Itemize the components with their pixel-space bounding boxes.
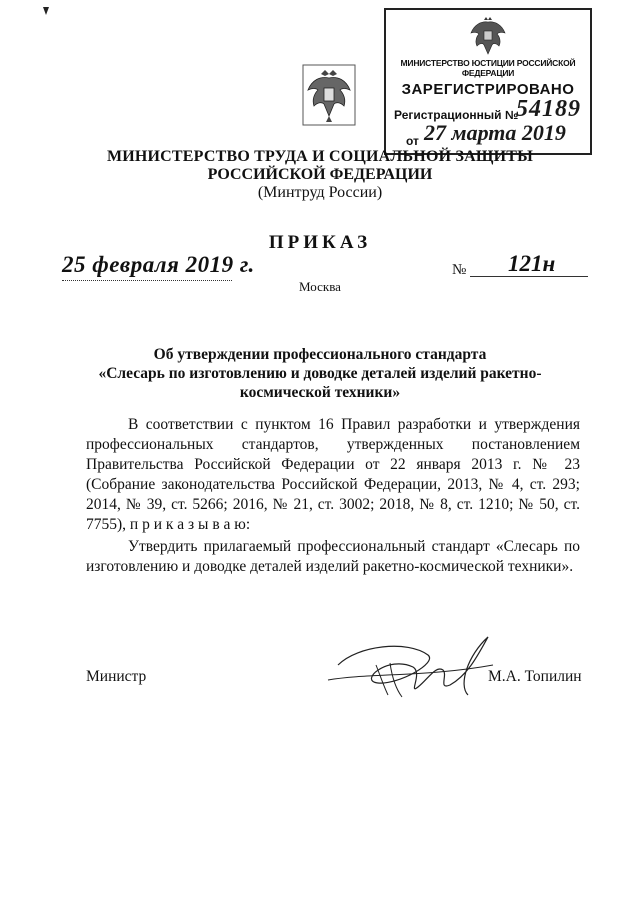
subject-line3: космической техники» [239,384,401,401]
subject-line2: «Слесарь по изготовлению и доводке деталей изделий ракетно- [98,365,542,382]
coat-of-arms-icon [302,64,356,126]
stamp-date-label: от [406,134,419,148]
signature-image [318,625,498,715]
stamp-reg-number: 54189 [516,96,581,122]
stamp-registered-label: ЗАРЕГИСТРИРОВАНО [401,81,575,98]
ministry-name-line2: РОССИЙСКОЙ ФЕДЕРАЦИИ [207,166,433,183]
stamp-ministry-name: МИНИСТЕРСТВО ЮСТИЦИИ РОССИЙСКОЙ ФЕДЕРАЦИИ [400,58,576,78]
order-date: 25 февраля 2019 г. [62,252,255,277]
signatory-name: М.А. Топилин [488,668,582,685]
city-name: Москва [299,279,341,294]
document-title: ПРИКАЗ [268,232,372,253]
body-paragraph-1: В соответствии с пунктом 16 Правил разработки и утверждения профессиональных стандартов, утвержденных постановлением Правительства Российской Федерации от 22 января 2013 г. № 23 (Собрание законодательства Российской Федерации, 2013, № 4, ст. 293; 2014, № 39, ст. 5266; 2016, № 21, ст. 3002; 2018, № 8, ст. 1210; № 50, ст. 7755), п р и к а з ы в а ю: [86,416,580,533]
corner-mark [42,6,50,16]
stamp-date: 27 марта 2019 [424,120,566,145]
order-number: 121н [508,251,556,276]
registration-stamp [384,8,592,155]
stamp-emblem-icon [468,16,508,60]
ministry-short-name: (Минтруд России) [257,184,383,201]
stamp-reg-number-label: Регистрационный № [394,108,519,122]
body-paragraph-2: Утвердить прилагаемый профессиональный стандарт «Слесарь по изготовлению и доводке деталей изделий ракетно-космической техники». [86,538,580,575]
ministry-name-line1: МИНИСТЕРСТВО ТРУДА И СОЦИАЛЬНОЙ ЗАЩИТЫ [106,148,534,165]
subject-line1: Об утверждении профессионального стандарта [153,346,487,363]
order-number-label: № [452,262,467,278]
signatory-title: Министр [86,668,147,685]
order-subject [80,345,560,402]
